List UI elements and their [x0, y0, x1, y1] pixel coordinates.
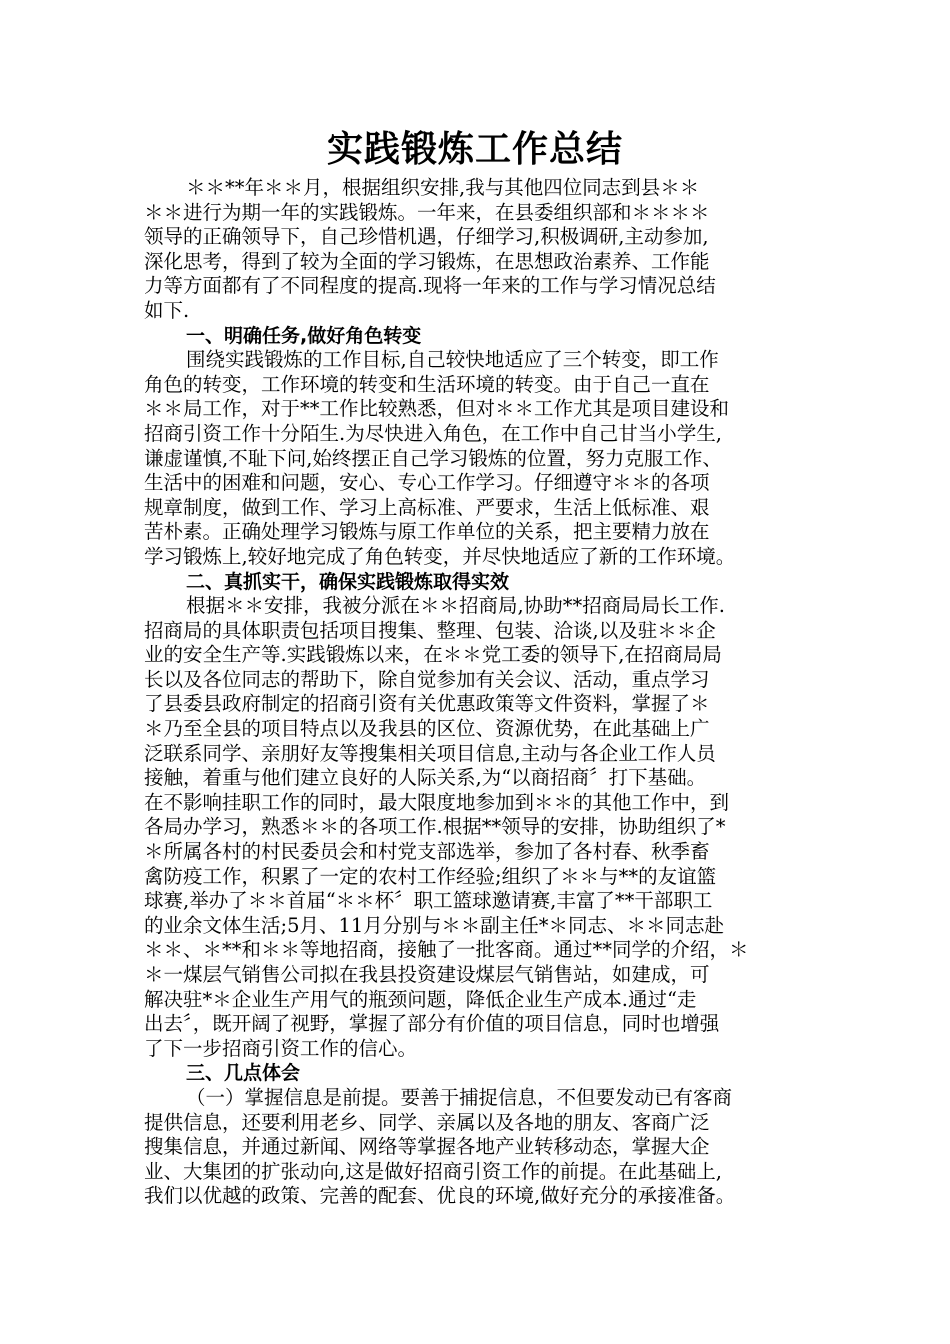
section-heading-3: 三、几点体会 — [186, 1062, 301, 1085]
paragraph-line: 业、大集团的扩张动向,这是做好招商引资工作的前提。在此基础上, — [144, 1159, 722, 1183]
paragraph-line: ＊乃至全县的项目特点以及我县的区位、资源优势，在此基础上广 — [144, 717, 710, 741]
paragraph-line: 规章制度，做到工作、学习上高标准、严要求，生活上低标准、艰 — [144, 495, 710, 519]
paragraph-line: 泛联系同学、亲朋好友等搜集相关项目信息,主动与各企业工作人员 — [144, 741, 716, 765]
paragraph-line: 出去〞，既开阔了视野，掌握了部分有价值的项目信息，同时也增强 — [144, 1012, 720, 1036]
paragraph-line: 招商引资工作十分陌生.为尽快进入角色，在工作中自己甘当小学生, — [144, 421, 722, 445]
paragraph-line: 各局办学习，熟悉＊＊的各项工作.根据**领导的安排，协助组织了* — [144, 815, 726, 839]
paragraph-line: ＊＊**年＊＊月，根据组织安排,我与其他四位同志到县＊＊ — [186, 176, 700, 199]
paragraph-line: 招商局的具体职责包括项目搜集、整理、包装、洽谈,以及驻＊＊企 — [144, 618, 716, 642]
paragraph-line: ＊＊、＊**和＊＊等地招商，接触了一批客商。通过**同学的介绍，＊ — [144, 938, 749, 962]
paragraph-line: 围绕实践锻炼的工作目标,自己较快地适应了三个转变，即工作 — [186, 348, 719, 372]
paragraph-line: 搜集信息，并通过新闻、网络等掌握各地产业转移动态，掌握大企 — [144, 1135, 710, 1159]
paragraph-line: 深化思考，得到了较为全面的学习锻炼，在思想政治素养、工作能 — [144, 249, 710, 273]
paragraph-line: 接触，着重与他们建立良好的人际关系,为“以商招商〞打下基础。 — [144, 766, 707, 790]
paragraph-line: ＊＊进行为期一年的实践锻炼。一年来，在县委组织部和＊＊＊＊ — [144, 200, 710, 224]
paragraph-line: 球赛,举办了＊＊首届“＊＊杯〞职工篮球邀请赛,丰富了**干部职工 — [144, 889, 713, 913]
paragraph-line: 业的安全生产等.实践锻炼以来，在＊＊党工委的领导下,在招商局局 — [144, 643, 722, 667]
paragraph-line: 提供信息，还要利用老乡、同学、亲属以及各地的朋友、客商广泛 — [144, 1110, 710, 1134]
paragraph-line: 我们以优越的政策、完善的配套、优良的环境,做好充分的承接准备。 — [144, 1184, 736, 1208]
paragraph-line: 力等方面都有了不同程度的提高.现将一年来的工作与学习情况总结 — [144, 274, 716, 298]
section-heading-2: 二、真抓实干，确保实践锻炼取得实效 — [186, 570, 510, 593]
paragraph-line: 谦虚谨慎,不耻下问,始终摆正自己学习锻炼的位置，努力克服工作、 — [144, 446, 722, 470]
paragraph-line: 长以及各位同志的帮助下，除自觉参加有关会议、活动，重点学习 — [144, 667, 710, 691]
document-body — [144, 176, 824, 1209]
paragraph-line: 在不影响挂职工作的同时，最大限度地参加到＊＊的其他工作中，到 — [144, 790, 730, 814]
paragraph-line: 的业余文体生活;5月、11月分别与＊＊副主任*＊同志、＊＊同志赴 — [144, 913, 725, 937]
section-heading-1: 一、明确任务,做好角色转变 — [186, 324, 422, 347]
paragraph-line: 生活中的困难和问题，安心、专心工作学习。仔细遵守＊＊的各项 — [144, 471, 710, 495]
paragraph-line: ＊一煤层气销售公司拟在我县投资建设煤层气销售站，如建成，可 — [144, 963, 710, 986]
paragraph-line: 领导的正确领导下，自己珍惜机遇，仔细学习,积极调研,主动参加, — [144, 225, 709, 249]
paragraph-line: 如下. — [144, 298, 190, 322]
paragraph-line: 解决驻*＊企业生产用气的瓶颈问题，降低企业生产成本.通过“走 — [144, 987, 697, 1011]
paragraph-line: 苦朴素。正确处理学习锻炼与原工作单位的关系，把主要精力放在 — [144, 520, 710, 544]
paragraph-line: 根据＊＊安排，我被分派在＊＊招商局,协助**招商局局长工作. — [186, 594, 725, 618]
paragraph-line: ＊＊局工作，对于**工作比较熟悉，但对＊＊工作尤其是项目建设和 — [144, 397, 730, 421]
paragraph-line: 禽防疫工作，积累了一定的农村工作经验;组织了＊＊与**的友谊篮 — [144, 864, 717, 888]
paragraph-line: 学习锻炼上,较好地完成了角色转变，并尽快地适应了新的工作环境。 — [144, 544, 736, 568]
document-title: 实践锻炼工作总结 — [326, 129, 623, 170]
paragraph-line: 角色的转变，工作环境的转变和生活环境的转变。由于自己一直在 — [144, 372, 710, 396]
paragraph-line: 了下一步招商引资工作的信心。 — [144, 1036, 418, 1060]
paragraph-line: （一）掌握信息是前提。要善于捕捉信息，不但要发动已有客商 — [186, 1085, 733, 1109]
paragraph-line: 了县委县政府制定的招商引资有关优惠政策等文件资料，掌握了＊ — [144, 692, 710, 716]
paragraph-line: ＊所属各村的村民委员会和村党支部选举，参加了各村春、秋季畜 — [144, 840, 710, 864]
